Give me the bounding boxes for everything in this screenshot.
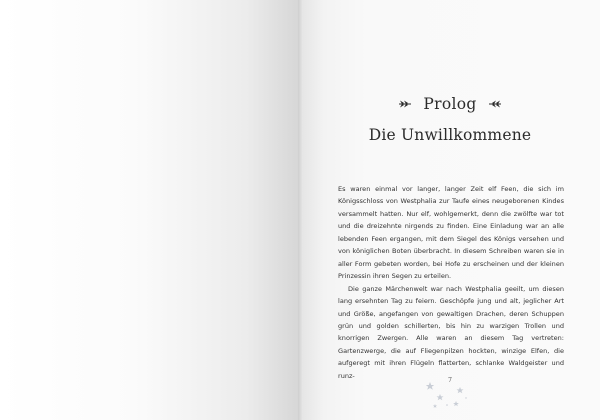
paragraph: Die ganze Märchenwelt war nach Westphalia geeilt, um diesen lang ersehnten Tag zu feiern. Geschöpfe jung und alt, jeglicher Art und Größe, angefangen von gewaltigen Drachen, deren Schuppen grün und golden schillerten, bis hin zu warzigen Trollen und knorrigen Zwergen. Alle waren an diesem Tag vertreten: Gartenzwerge, die auf Fliegenpilzen hockten, winzige Elfen, die aufgeregt mit ihren Flügeln flatterten, schlanke Waldgeister und runz- <box>338 284 564 380</box>
book-gutter <box>298 0 302 420</box>
chapter-heading <box>300 95 600 144</box>
chapter-title: Die Unwillkommene <box>368 126 532 144</box>
page-footer <box>420 374 480 414</box>
leaf-sprig-icon <box>397 98 413 110</box>
page-number: 7 <box>448 377 452 384</box>
paragraph: Es waren einmal vor langer, langer Zeit elf Feen, die sich im Königsschloss von Westphalia zur Taufe eines neugeborenen Kindes versammelt hatten. Nur elf, wohlgemerkt, denn die zwölfte war tot und die dreizehnte nirgends zu finden. Eine Einladung war an alle lebenden Feen ergangen, mit dem Siegel des Königs versehen und von königlichen Boten überbracht. In diesem Schreiben waren sie in aller Form gebeten worden, bei Hofe zu erscheinen und der kleinen Prinzessin ihren Segen zu erteilen. <box>338 185 564 281</box>
body-text <box>338 183 564 382</box>
prolog-row <box>300 95 600 113</box>
prolog-label: Prolog <box>423 95 477 113</box>
leaf-sprig-icon <box>487 98 503 110</box>
